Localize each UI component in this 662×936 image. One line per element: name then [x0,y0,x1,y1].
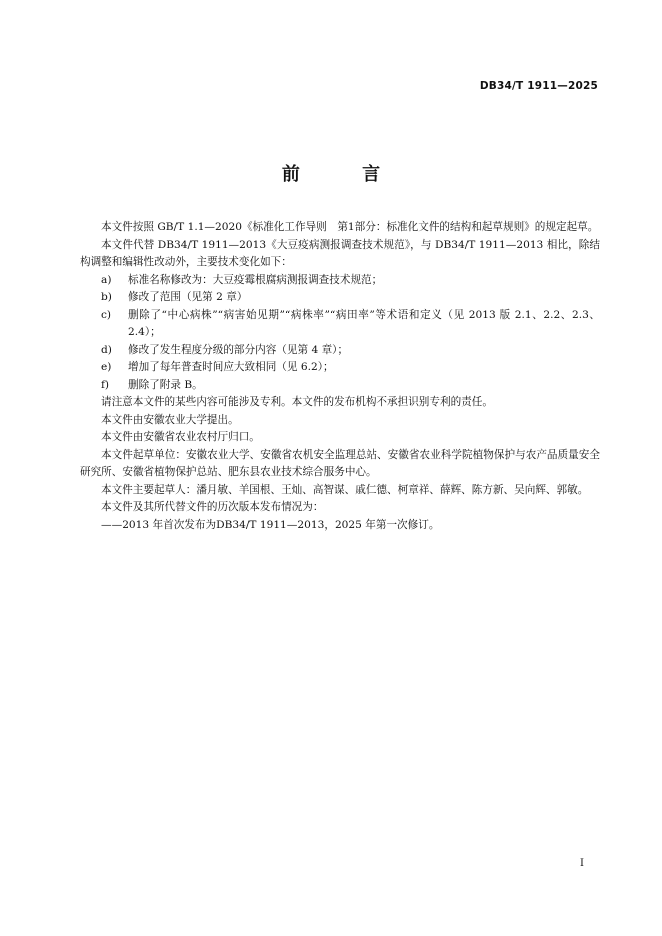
paragraph-proposer: 本文件由安徽农业大学提出。 [101,413,239,426]
list-item-text: 修改了发生程度分级的部分内容（见第 4 章）； [128,343,349,356]
paragraph-drafting-units: 本文件起草单位：安徽农业大学、安徽省农机安全监理总站、安徽省农业科学院植物保护与农产品质量安全研究所、安徽省植物保护总站、肥东县农业技术综合服务中心。 [80,448,600,478]
page-title: 前 言 [281,164,409,185]
change-list [80,272,600,395]
paragraph-version-history: ——2013 年首次发布为DB34/T 1911—2013，2025 年第一次修订。 [101,518,440,531]
list-marker: f) [101,378,110,391]
list-item [80,377,600,395]
paragraph-centralized-unit: 本文件由安徽省农业农村厅归口。 [101,431,260,443]
list-marker: c) [101,308,112,321]
foreword-body [80,219,600,534]
list-item-text: 删除了附录 B。 [128,378,203,391]
list-item [80,342,600,360]
list-item-text: 删除了“中心病株”“病害始见期”“病株率”“病田率”等术语和定义（见 2013 版 2.1、2.2、2.3、2.4）； [128,308,600,338]
paragraph-replacement-note: 本文件代替 DB34/T 1911—2013《大豆疫病测报调查技术规范》，与 DB34/T 1911—2013 相比，除结构调整和编辑性改动外，主要技术变化如下： [80,238,600,268]
list-marker: a) [101,273,112,286]
list-item [80,359,600,377]
document-code: DB34/T 1911—2025 [479,80,598,92]
page-number: I [580,858,584,869]
paragraph-drafters: 本文件主要起草人：潘月敏、羊国根、王灿、高智谋、戚仁德、柯章祥、薛辉、陈方新、吴向辉、郭敏。 [101,483,589,496]
list-marker: e) [101,361,112,373]
list-item-text: 增加了每年普查时间应大致相同（见 6.2）； [128,361,334,373]
list-marker: b) [101,291,112,303]
list-item-text: 标准名称修改为：大豆疫霉根腐病测报调查技术规范； [128,273,383,286]
paragraph-version-history-intro: 本文件及其所代替文件的历次版本发布情况为： [101,501,324,513]
list-item-text: 修改了范围（见第 2 章） [128,291,248,303]
list-marker: d) [101,343,112,356]
list-item [80,272,600,290]
paragraph-drafting-basis: 本文件按照 GB/T 1.1—2020《标准化工作导则 第1部分：标准化文件的结构和起草规则》的规定起草。 [101,221,599,233]
paragraph-patent-notice: 请注意本文件的某些内容可能涉及专利。本文件的发布机构不承担识别专利的责任。 [101,396,493,408]
list-item [80,289,600,307]
list-item [80,307,600,342]
